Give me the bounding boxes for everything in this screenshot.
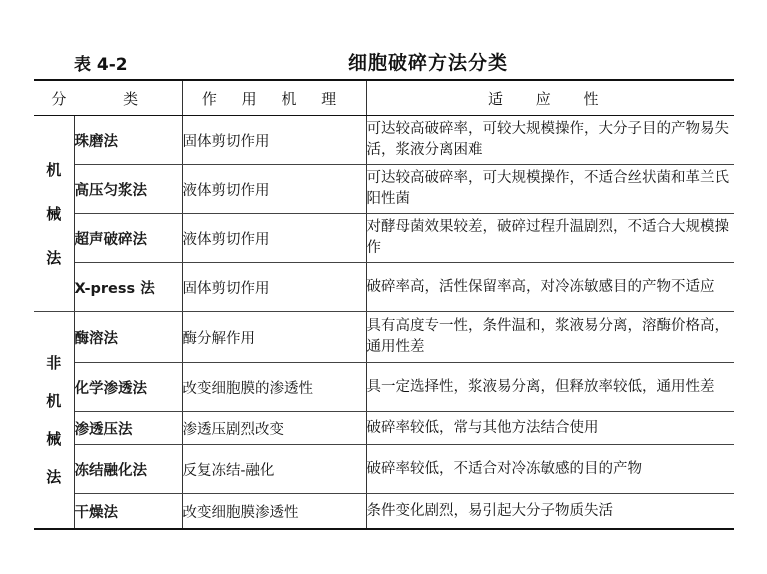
mechanism-cell: 固体剪切作用	[182, 116, 366, 165]
method-cell: 渗透压法	[74, 412, 182, 445]
header-mechanism: 作 用 机 理	[182, 80, 366, 116]
mechanism-cell: 酶分解作用	[182, 312, 366, 363]
mechanism-cell: 改变细胞膜渗透性	[182, 494, 366, 530]
suitability-cell: 具有高度专一性，条件温和，浆液易分离，溶酶价格高，通用性差	[366, 312, 734, 363]
table-caption	[74, 50, 727, 74]
group-mechanical: 机械法	[34, 116, 74, 312]
method-cell: 化学渗透法	[74, 363, 182, 412]
suitability-cell: 条件变化剧烈，易引起大分子物质失活	[366, 494, 734, 530]
mechanism-cell: 液体剪切作用	[182, 214, 366, 263]
suitability-cell: 可达较高破碎率，可较大规模操作，大分子目的产物易失活，浆液分离困难	[366, 116, 734, 165]
method-cell: 酶溶法	[74, 312, 182, 363]
table-row	[34, 494, 734, 530]
cell-disruption-table	[34, 79, 734, 530]
suitability-cell: 对酵母菌效果较差，破碎过程升温剧烈，不适合大规模操作	[366, 214, 734, 263]
suitability-cell: 破碎率高，活性保留率高，对冷冻敏感目的产物不适应	[366, 263, 734, 312]
table-row	[34, 214, 734, 263]
method-cell: 超声破碎法	[74, 214, 182, 263]
method-cell: 冻结融化法	[74, 445, 182, 494]
table-title: 细胞破碎方法分类	[348, 52, 509, 74]
table-number: 表 4-2	[74, 55, 128, 75]
table-row	[34, 263, 734, 312]
suitability-cell: 具一定选择性，浆液易分离，但释放率较低，通用性差	[366, 363, 734, 412]
table-row	[34, 165, 734, 214]
table-row	[34, 363, 734, 412]
table-row	[34, 412, 734, 445]
method-cell: X-press 法	[74, 263, 182, 312]
group-non-mechanical: 非机械法	[34, 312, 74, 530]
mechanism-cell: 液体剪切作用	[182, 165, 366, 214]
header-category: 分 类	[34, 80, 182, 116]
table-row	[34, 116, 734, 165]
method-cell: 干燥法	[74, 494, 182, 530]
table-row	[34, 445, 734, 494]
mechanism-cell: 改变细胞膜的渗透性	[182, 363, 366, 412]
mechanism-cell: 渗透压剧烈改变	[182, 412, 366, 445]
suitability-cell: 可达较高破碎率，可大规模操作，不适合丝状菌和革兰氏阳性菌	[366, 165, 734, 214]
mechanism-cell: 反复冻结-融化	[182, 445, 366, 494]
suitability-cell: 破碎率较低，不适合对冷冻敏感的目的产物	[366, 445, 734, 494]
header-row	[34, 80, 734, 116]
method-cell: 珠磨法	[74, 116, 182, 165]
table-row	[34, 312, 734, 363]
mechanism-cell: 固体剪切作用	[182, 263, 366, 312]
suitability-cell: 破碎率较低，常与其他方法结合使用	[366, 412, 734, 445]
method-cell: 高压匀浆法	[74, 165, 182, 214]
header-suitability: 适 应 性	[366, 80, 734, 116]
